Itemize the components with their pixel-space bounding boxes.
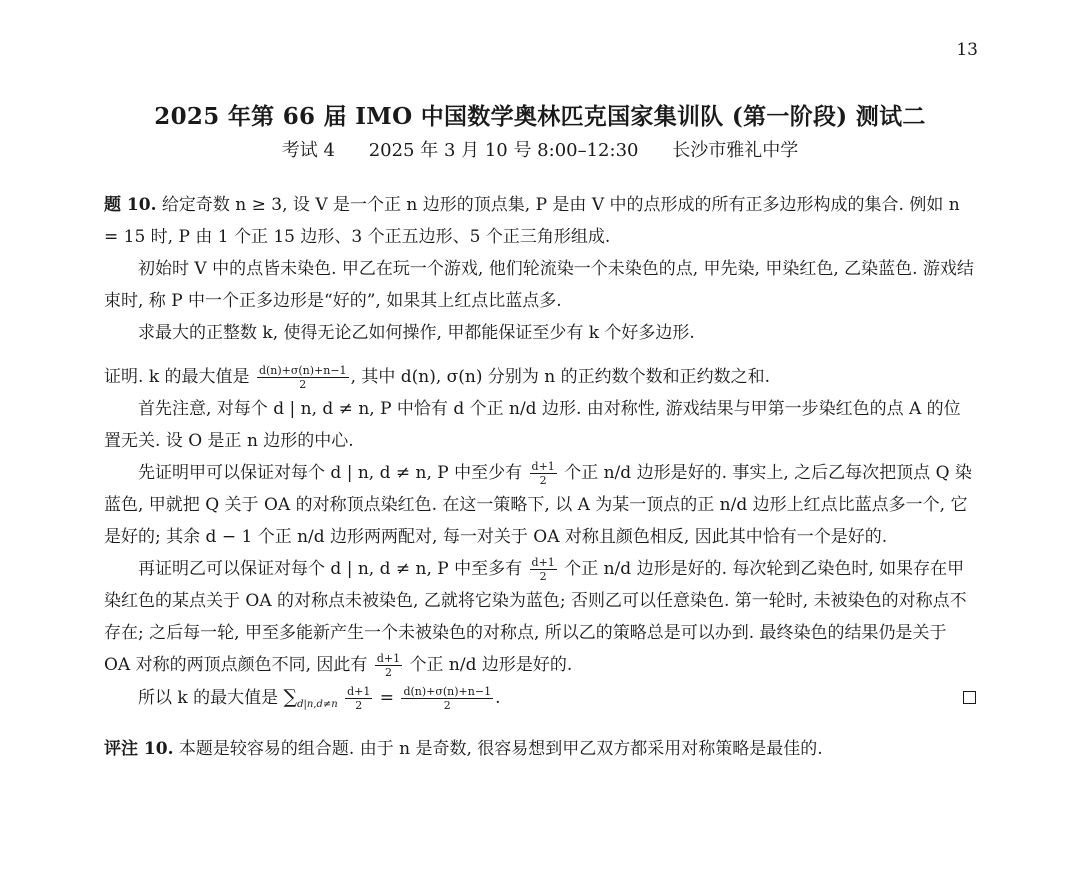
proof-paragraph-3 [104,457,976,553]
equals-sign: = [379,688,395,708]
sum-sign: ∑ [283,686,298,708]
fraction-half [375,652,402,679]
fraction-half-numerator: d+1 [376,652,401,666]
remark-text: 本题是较容易的组合题. 由于 n 是奇数, 很容易想到甲乙双方都采用对称策略是最佳的. [178,739,823,759]
proof-label: 证明. [104,367,144,387]
sum-subscript: d|n,d≠n [297,699,338,710]
exam-number: 考试 4 [281,140,335,161]
problem-paragraph-3: 求最大的正整数 k, 使得无论乙如何操作, 甲都能保证至少有 k 个好多边形. [138,323,695,343]
exam-info [0,136,1080,162]
main-content [104,189,976,765]
page-number: 13 [956,40,978,60]
sentence-end: . [495,688,501,708]
proof-text-4b: 个正 n/d 边形是好的. 每次轮到乙染色时, 如果存在甲染红色的某点关于 OA 的对称点未被染色, 乙就将它染为蓝色; 否则乙可以任意染色. 第一轮时, 未被染色的对称点不存在; 之后每一轮, 甲至多能新产生一个未被染色的对称点, 所以乙的策略总是可以办到. 最终染色的结果仍是关于 OA 对称的两顶点颜色不同, 因此有 [104,559,967,675]
fraction-total [401,685,493,712]
fraction-half-denominator: 2 [355,699,363,713]
fraction-total-denominator: 2 [443,699,451,713]
proof-paragraph-1 [104,361,976,393]
proof-text-4c: 个正 n/d 边形是好的. [409,655,573,675]
problem-label: 题 10. [104,195,157,215]
fraction-half-denominator: 2 [539,570,547,584]
problem-text-1: 给定奇数 n ≥ 3, 设 V 是一个正 n 边形的顶点集, P 是由 V 中的点形成的所有正多边形构成的集合. 例如 n = 15 时, P 由 1 个正 15 边形、3 个正五边形、5 个正三角形组成. [104,195,960,247]
qed-square-icon [963,691,976,704]
exam-date: 2025 年 3 月 10 号 8:00–12:30 [368,140,639,161]
fraction-total [257,364,349,391]
fraction-half-denominator: 2 [539,474,547,488]
problem-paragraph-2: 初始时 V 中的点皆未染色. 甲乙在玩一个游戏, 他们轮流染一个未染色的点, 甲先染, 甲染红色, 乙染蓝色. 游戏结束时, 称 P 中一个正多边形是“好的”, 如果其上红点比蓝点多. [104,259,974,311]
proof-paragraph-5 [104,681,976,721]
proof-text-5a: 所以 k 的最大值是 [138,688,279,708]
proof-text-3b: 个正 n/d 边形是好的. 事实上, 之后乙每次把顶点 Q 染蓝色, 甲就把 Q 关于 OA 的对称顶点染红色. 在这一策略下, 以 A 为某一顶点的正 n/d 边形上红点比蓝点多一个, 它是好的; 其余 d − 1 个正 n/d 边形两两配对, 每一对关于 OA 对称且颜色相反, 因此其中恰有一个是好的. [104,463,972,547]
proof-text-1a: k 的最大值是 [148,367,250,387]
problem-paragraph-1 [104,189,976,253]
fraction-half [530,556,557,583]
fraction-half [345,685,372,712]
fraction-half-numerator: d+1 [531,460,555,474]
fraction-half-denominator: 2 [384,666,392,680]
proof-paragraph-4 [104,553,976,681]
remark-label: 评注 10. [104,739,174,759]
fraction-half [530,460,557,487]
exam-location: 长沙市雅礼中学 [672,140,799,161]
proof-paragraph-2: 首先注意, 对每个 d | n, d ≠ n, P 中恰有 d 个正 n/d 边形. 由对称性, 游戏结果与甲第一步染红色的点 A 的位置无关. 设 O 是正 n 边形的中心. [104,399,961,451]
remark-paragraph [104,733,976,765]
fraction-total-denominator: 2 [299,378,307,392]
page-title: 2025 年第 66 届 IMO 中国数学奥林匹克国家集训队 (第一阶段) 测试二 [154,103,926,130]
fraction-total-numerator: d(n)+σ(n)+n−1 [403,685,492,699]
proof-text-4a: 再证明乙可以保证对每个 d | n, d ≠ n, P 中至多有 [138,559,523,579]
fraction-half-numerator: d+1 [347,685,371,699]
fraction-half-numerator: d+1 [531,556,555,570]
fraction-total-numerator: d(n)+σ(n)+n−1 [258,364,347,378]
proof-text-3a: 先证明甲可以保证对每个 d | n, d ≠ n, P 中至少有 [138,463,523,483]
proof-text-1b: , 其中 d(n), σ(n) 分别为 n 的正约数个数和正约数之和. [350,367,771,387]
